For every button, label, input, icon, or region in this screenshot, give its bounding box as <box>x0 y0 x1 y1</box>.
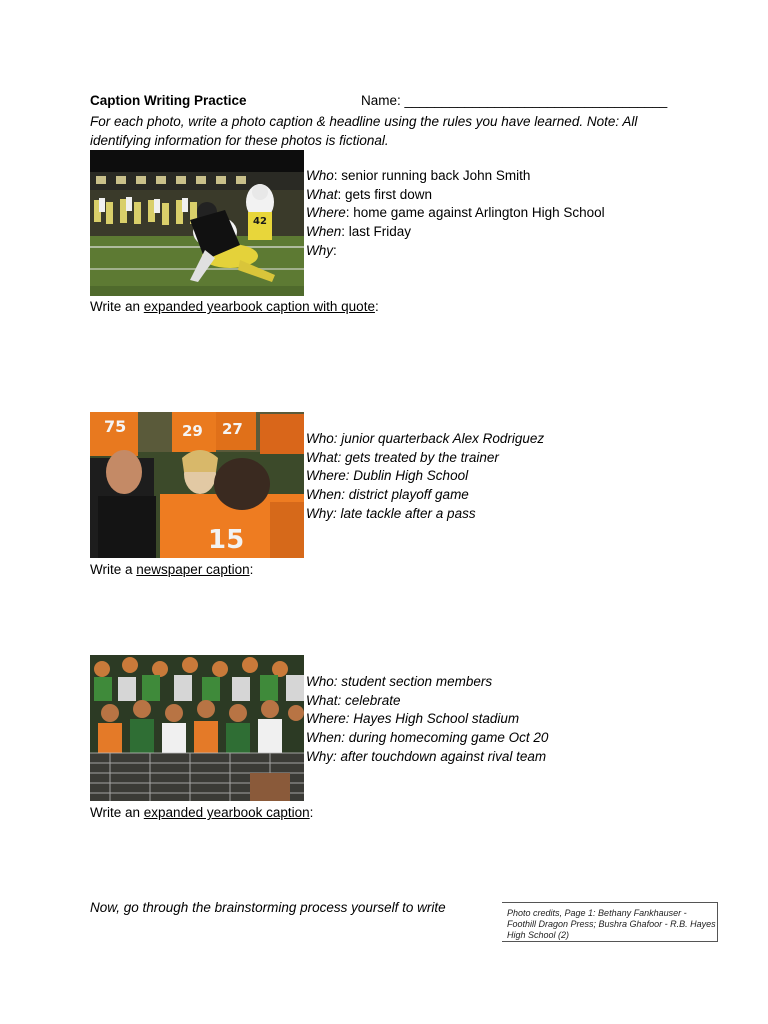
jersey-number: 42 <box>253 216 267 227</box>
photo-student-section <box>90 655 304 801</box>
photo-quarterback-trainer <box>90 412 304 558</box>
photo-1-details <box>306 167 605 261</box>
who-line: Who: student section members <box>306 674 493 689</box>
name-label: Name: <box>361 93 405 108</box>
prompt-1: Write an expanded yearbook caption with quote: <box>90 299 379 314</box>
jersey-number: 15 <box>208 525 245 555</box>
photo-credits: Photo credits, Page 1: Bethany Fankhauser - Foothill Dragon Press; Bushra Ghafoor - R.B. Hayes High School (2) <box>502 902 718 942</box>
prompt-3: Write an expanded yearbook caption: <box>90 805 314 820</box>
prompt-2-type: newspaper caption <box>136 562 250 577</box>
why-line: Why: <box>306 242 337 258</box>
when-line: When: district playoff game <box>306 487 469 503</box>
instructions: For each photo, write a photo caption & headline using the rules you have learned. Note: All identifying information for these photos is fictional. <box>90 114 638 148</box>
where-line: Where: home game against Arlington High School <box>306 205 605 221</box>
jersey-number: 27 <box>222 420 243 438</box>
where-line: Where: Hayes High School stadium <box>306 711 520 727</box>
when-line: When: last Friday <box>306 224 412 240</box>
when-line: When: during homecoming game Oct 20 <box>306 730 549 746</box>
what-line: What: gets treated by the trainer <box>306 449 499 465</box>
prompt-3-type: expanded yearbook caption <box>143 805 310 820</box>
name-blank-line: ___________________________________ <box>404 93 668 108</box>
name-field <box>361 93 667 108</box>
closing-instruction: Now, go through the brainstorming process yourself to write <box>90 900 446 915</box>
what-line: What: gets first down <box>306 186 433 202</box>
why-line: Why: late tackle after a pass <box>306 505 476 521</box>
photo-running-back <box>90 150 304 296</box>
jersey-number: 75 <box>104 417 127 436</box>
prompt-1-type: expanded yearbook caption with quote <box>143 299 375 314</box>
why-line: Why: after touchdown against rival team <box>306 748 547 764</box>
photo-3-details <box>306 673 548 767</box>
prompt-2: Write a newspaper caption: <box>90 562 254 577</box>
jersey-number: 29 <box>182 422 203 440</box>
page-title: Caption Writing Practice <box>90 93 247 108</box>
who-line: Who: junior quarterback Alex Rodriguez <box>306 431 545 446</box>
who-line: Who: senior running back John Smith <box>306 168 531 183</box>
where-line: Where: Dublin High School <box>306 468 469 484</box>
what-line: What: celebrate <box>306 692 401 708</box>
photo-2-details <box>306 430 544 524</box>
